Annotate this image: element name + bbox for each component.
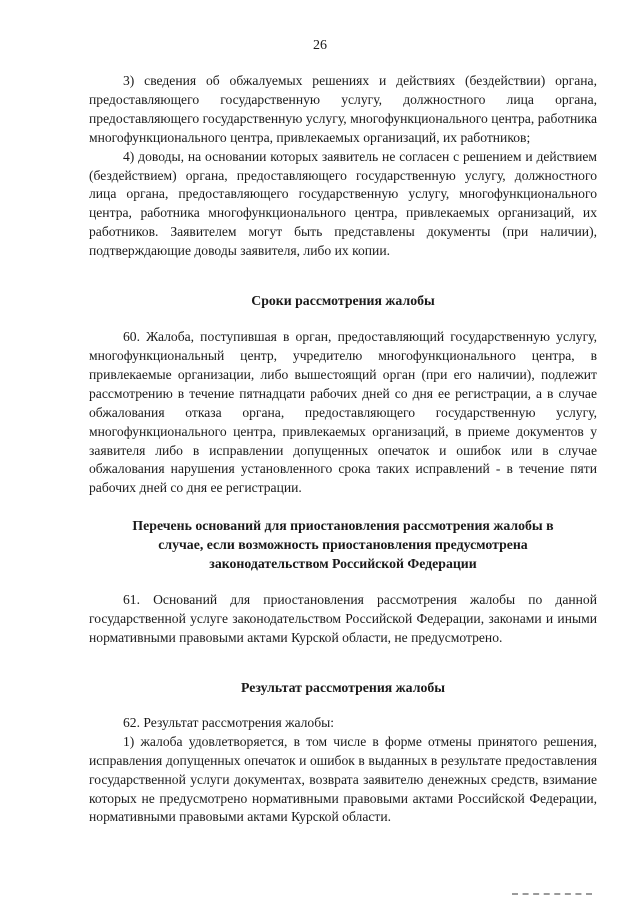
scan-edge-mark bbox=[512, 893, 592, 897]
heading-suspension-grounds bbox=[89, 516, 597, 573]
section-spacer bbox=[89, 573, 597, 591]
section-spacer bbox=[89, 261, 597, 291]
paragraph-62: 62. Результат рассмотрения жалобы: bbox=[123, 714, 335, 730]
section-spacer bbox=[89, 498, 597, 516]
paragraph-62-item-1: 1) жалоба удовлетворяется, в том числе в форме отмены принятого решения, исправления допущенных опечаток и ошибок в выданных в результате предоставления государственной услуги документах, возврата заявителю денежных средств, взимание которых не предусмотрено нормативными правовыми актами Российской Федерации, нормативными правовыми актами Курской области. bbox=[89, 733, 597, 825]
heading-suspension-line-3: законодательством Российской Федерации bbox=[209, 556, 477, 572]
heading-complaint-terms: Сроки рассмотрения жалобы bbox=[251, 293, 435, 309]
section-spacer bbox=[89, 648, 597, 678]
heading-suspension-line-1: Перечень оснований для приостановления рассмотрения жалобы в bbox=[132, 518, 554, 534]
paragraph-60: 60. Жалоба, поступившая в орган, предоставляющий государственную услугу, многофункциональный центр, учредителю многофункционального центра, в привлекаемые организации, либо вышестоящий орган (при его наличии), подлежит рассмотрению в течение пятнадцати рабочих дней со дня ее регистрации, а в случае обжалования отказа органа, предоставляющего государственную услугу, многофункционального центра, привлекаемых организаций, в приеме документов у заявителя либо в исправлении допущенных опечаток и ошибок или в случае обжалования нарушения установленного срока таких исправлений - в течение пяти рабочих дней со дня ее регистрации. bbox=[89, 329, 597, 496]
section-spacer bbox=[89, 310, 597, 328]
paragraph-item-3: 3) сведения об обжалуемых решениях и действиях (бездействии) органа, предоставляющего государственную услугу, должностного лица органа, предоставляющего государственную услугу, многофункционального центра, работника многофункционального центра, привлекаемых организаций, их работников; bbox=[89, 73, 597, 145]
page-number: 26 bbox=[313, 38, 327, 53]
paragraph-61: 61. Оснований для приостановления рассмотрения жалобы по данной государственной услуге законодательством Российской Федерации, законами и иными нормативными правовыми актами Курской области, не предусмотрено. bbox=[89, 592, 597, 646]
section-spacer bbox=[89, 697, 597, 714]
heading-suspension-line-2: случае, если возможность приостановления предусмотрена bbox=[158, 537, 528, 553]
paragraph-item-4: 4) доводы, на основании которых заявитель не согласен с решением и действием (бездействием) органа, предоставляющего государственную услугу, должностного лица органа, предоставляющего государственную услугу, многофункционального центра, работника многофункционального центра, привлекаемых организаций, их работников. Заявителем могут быть представлены документы (при наличии), подтверждающие доводы заявителя, либо их копии. bbox=[89, 148, 597, 259]
heading-complaint-result: Результат рассмотрения жалобы bbox=[240, 679, 446, 695]
document-body bbox=[89, 72, 597, 827]
